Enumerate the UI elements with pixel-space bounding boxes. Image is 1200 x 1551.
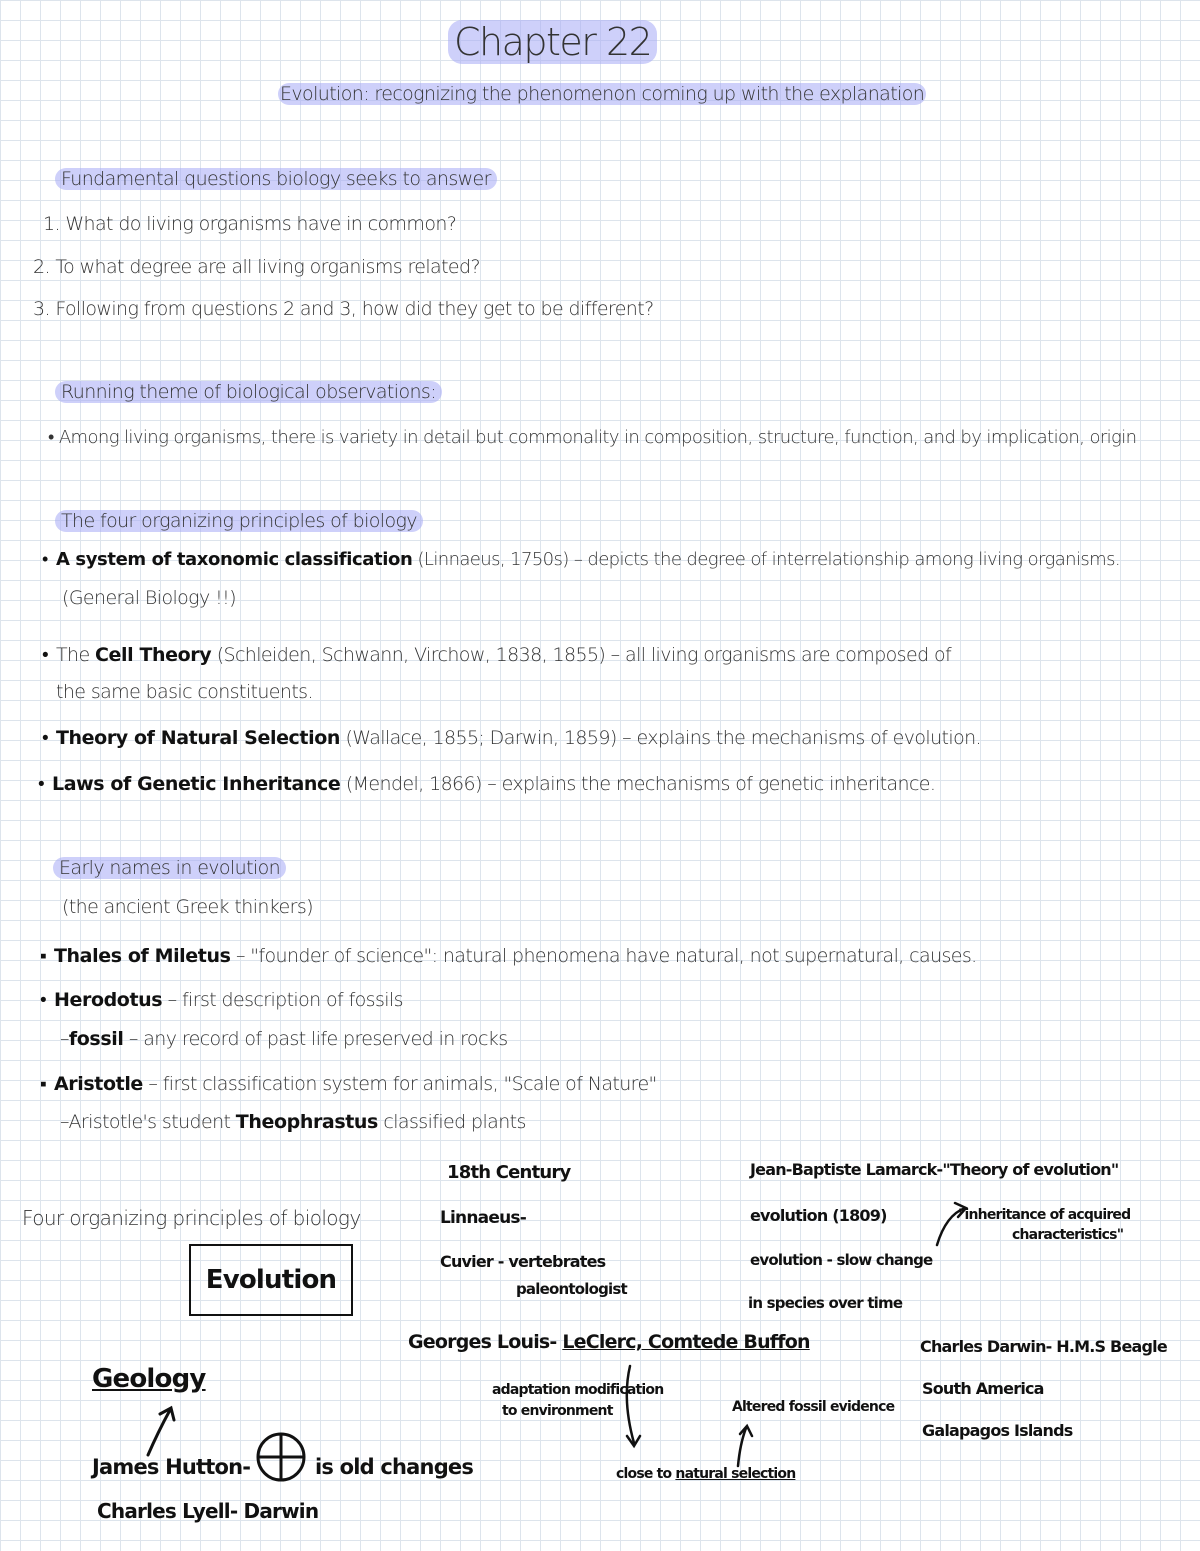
hutton-label: James Hutton- [92, 1455, 251, 1479]
subtitle-text: Evolution: recognizing the phenomenon coming up with the explanation [280, 83, 925, 105]
georges-text: Georges Louis- [408, 1331, 563, 1353]
bullet-icon: ▪ [40, 945, 47, 967]
theme-item: • Among living organisms, there is variety in detail but commonality in composition, structure, function, and by implication, origin [48, 427, 1137, 448]
principle-text: (Schleiden, Schwann, Virchow, 1838, 1855) – all living organisms are composed of [211, 644, 952, 666]
early-names-subheading: (the ancient Greek thinkers) [62, 896, 313, 918]
theme-heading-text: Running theme of biological observations: [55, 381, 442, 403]
thinker-name: Theophrastus [235, 1111, 378, 1133]
thinker-text: – first classification system for animals, "Scale of Nature" [142, 1073, 657, 1095]
hutton-changes: is old changes [315, 1455, 474, 1479]
principles-heading-text: The four organizing principles of biology [55, 510, 423, 532]
thinker-name: Thales of Miletus [54, 945, 231, 967]
bullet-icon: ▪ [40, 1073, 47, 1095]
altered-fossil-label: Altered fossil evidence [732, 1399, 895, 1415]
principle-bold: Theory of Natural Selection [56, 727, 340, 749]
question-item: 2. To what degree are all living organisms related? [33, 256, 480, 278]
south-america-label: South America [922, 1379, 1044, 1398]
principle-continuation: the same basic constituents. [56, 681, 313, 703]
natural-selection-text: natural selection [675, 1466, 796, 1482]
thinker-text: – "founder of science": natural phenomena have natural, not supernatural, causes. [230, 945, 977, 967]
principle-bold: Laws of Genetic Inheritance [52, 773, 341, 795]
earth-circle-icon [258, 1434, 304, 1480]
title-text: Chapter 22 [448, 20, 657, 64]
galapagos-label: Galapagos Islands [922, 1421, 1073, 1440]
geology-arrow-icon [148, 1408, 174, 1455]
principle-bold: Cell Theory [94, 644, 212, 666]
buffon-name: LeClerc, Comtede Buffon [562, 1331, 810, 1353]
close-to-text: close to [616, 1466, 676, 1482]
species-label: in species over time [748, 1294, 903, 1312]
question-item: 3. Following from questions 2 and 3, how did they get to be different? [33, 298, 654, 320]
evolution-year-label: evolution (1809) [750, 1206, 887, 1225]
bullet-icon: • [40, 989, 47, 1011]
lamarck-label: Jean-Baptiste Lamarck-"Theory of evolution" [750, 1160, 1119, 1179]
century-label: 18th Century [447, 1162, 571, 1183]
principle-note: (General Biology !!) [62, 587, 236, 609]
bullet-icon: • [38, 773, 45, 795]
term-bold: fossil [68, 1028, 124, 1050]
note-text: –Aristotle's student [60, 1111, 236, 1133]
inheritance-label: "inheritance of acquired [958, 1207, 1131, 1223]
early-names-heading-text: Early names in evolution [53, 857, 286, 879]
darwin-label: Charles Darwin- H.M.S Beagle [920, 1337, 1167, 1356]
definition-text: – any record of past life preserved in rocks [123, 1028, 508, 1050]
geology-label: Geology [92, 1364, 206, 1394]
thinker-name: Herodotus [54, 989, 163, 1011]
principle-text: (Mendel, 1866) – explains the mechanisms of genetic inheritance. [340, 773, 936, 795]
adaptation-label: adaptation modification [492, 1382, 664, 1398]
thinker-name: Aristotle [54, 1073, 143, 1095]
principle-text: The [56, 644, 95, 666]
cuvier-label: Cuvier - vertebrates [440, 1252, 606, 1271]
evolution-box-label: Evolution [205, 1265, 337, 1295]
adaptation-label-cont: to environment [502, 1403, 613, 1419]
lyell-label: Charles Lyell- Darwin [97, 1499, 319, 1523]
linnaeus-label: Linnaeus- [440, 1208, 526, 1228]
evolution-definition: evolution - slow change [750, 1251, 933, 1269]
buffon-label [408, 1331, 810, 1353]
principle-text: (Wallace, 1855; Darwin, 1859) – explains the mechanisms of evolution. [340, 727, 981, 749]
note-text: classified plants [377, 1111, 526, 1133]
thinker-text: – first description of fossils [162, 989, 403, 1011]
sketch-principles-label: Four organizing principles of biology [22, 1206, 361, 1230]
question-item: 1. What do living organisms have in common? [43, 213, 457, 235]
bullet-icon: • [42, 549, 48, 570]
questions-heading-text: Fundamental questions biology seeks to answer [55, 168, 497, 190]
principle-text: (Linnaeus, 1750s) – depicts the degree of interrelationship among living organisms. [412, 549, 1120, 570]
principle-bold: A system of taxonomic classification [56, 549, 413, 570]
inheritance-label-cont: characteristics" [1012, 1227, 1124, 1243]
bullet-icon: • [42, 727, 49, 749]
buffon-arrow-icon [627, 1366, 640, 1446]
dash-text: – [60, 1028, 69, 1050]
natural-selection-label [616, 1466, 795, 1482]
paleontologist-label: paleontologist [516, 1280, 627, 1298]
bullet-icon: • [42, 644, 49, 666]
fossil-arrow-icon [738, 1426, 752, 1466]
